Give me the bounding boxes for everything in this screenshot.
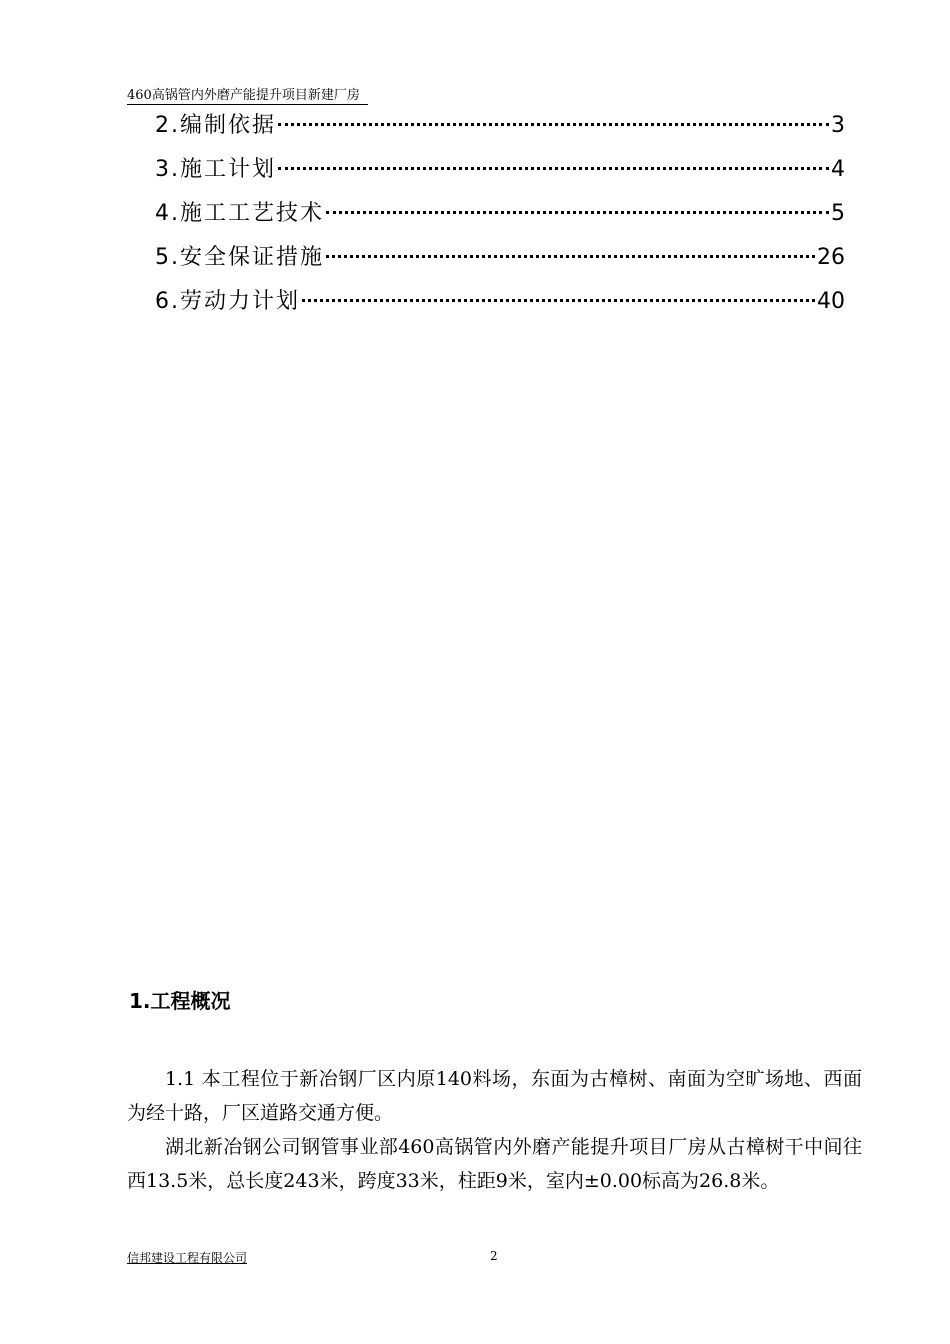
running-header: 460高锅管内外磨产能提升项目新建厂房	[127, 88, 368, 105]
toc-entry[interactable]	[155, 284, 845, 328]
toc-entry[interactable]	[155, 152, 845, 196]
toc-entry[interactable]	[155, 196, 845, 240]
body-paragraph: 湖北新冶钢公司钢管事业部460高锅管内外磨产能提升项目厂房从古樟树干中间往西13.5米，总长度243米，跨度33米，柱距9米，室内±0.00标高为26.8米。	[127, 1136, 862, 1192]
section-heading: 1.工程概况	[129, 989, 231, 1013]
page-number: 2	[490, 1249, 498, 1263]
toc-dot-leader	[302, 299, 815, 302]
body-paragraph: 1.1 本工程位于新冶钢厂区内原140料场，东面为古樟树、南面为空旷场地、西面为经十路，厂区道路交通方便。	[127, 1068, 862, 1124]
toc-dot-leader	[278, 167, 829, 170]
toc-entry-label: 2.编制依据	[155, 113, 276, 138]
toc-entry-label: 3.施工计划	[155, 157, 276, 182]
toc-entry-page: 40	[817, 289, 845, 314]
section-body	[127, 1062, 862, 1198]
toc-dot-leader	[278, 123, 829, 126]
toc-entry-label: 6.劳动力计划	[155, 289, 300, 314]
table-of-contents	[155, 108, 845, 328]
toc-entry-page: 5	[831, 201, 845, 226]
toc-entry[interactable]	[155, 108, 845, 152]
toc-entry-page: 26	[817, 245, 845, 270]
toc-entry-page: 4	[831, 157, 845, 182]
toc-dot-leader	[326, 211, 829, 214]
page-footer	[127, 1249, 862, 1267]
toc-entry-label: 4.施工工艺技术	[155, 201, 324, 226]
footer-company-name: 信邦建设工程有限公司	[127, 1251, 248, 1265]
toc-entry-page: 3	[831, 113, 845, 138]
toc-dot-leader	[326, 255, 815, 258]
toc-entry[interactable]	[155, 240, 845, 284]
toc-entry-label: 5.安全保证措施	[155, 245, 324, 270]
